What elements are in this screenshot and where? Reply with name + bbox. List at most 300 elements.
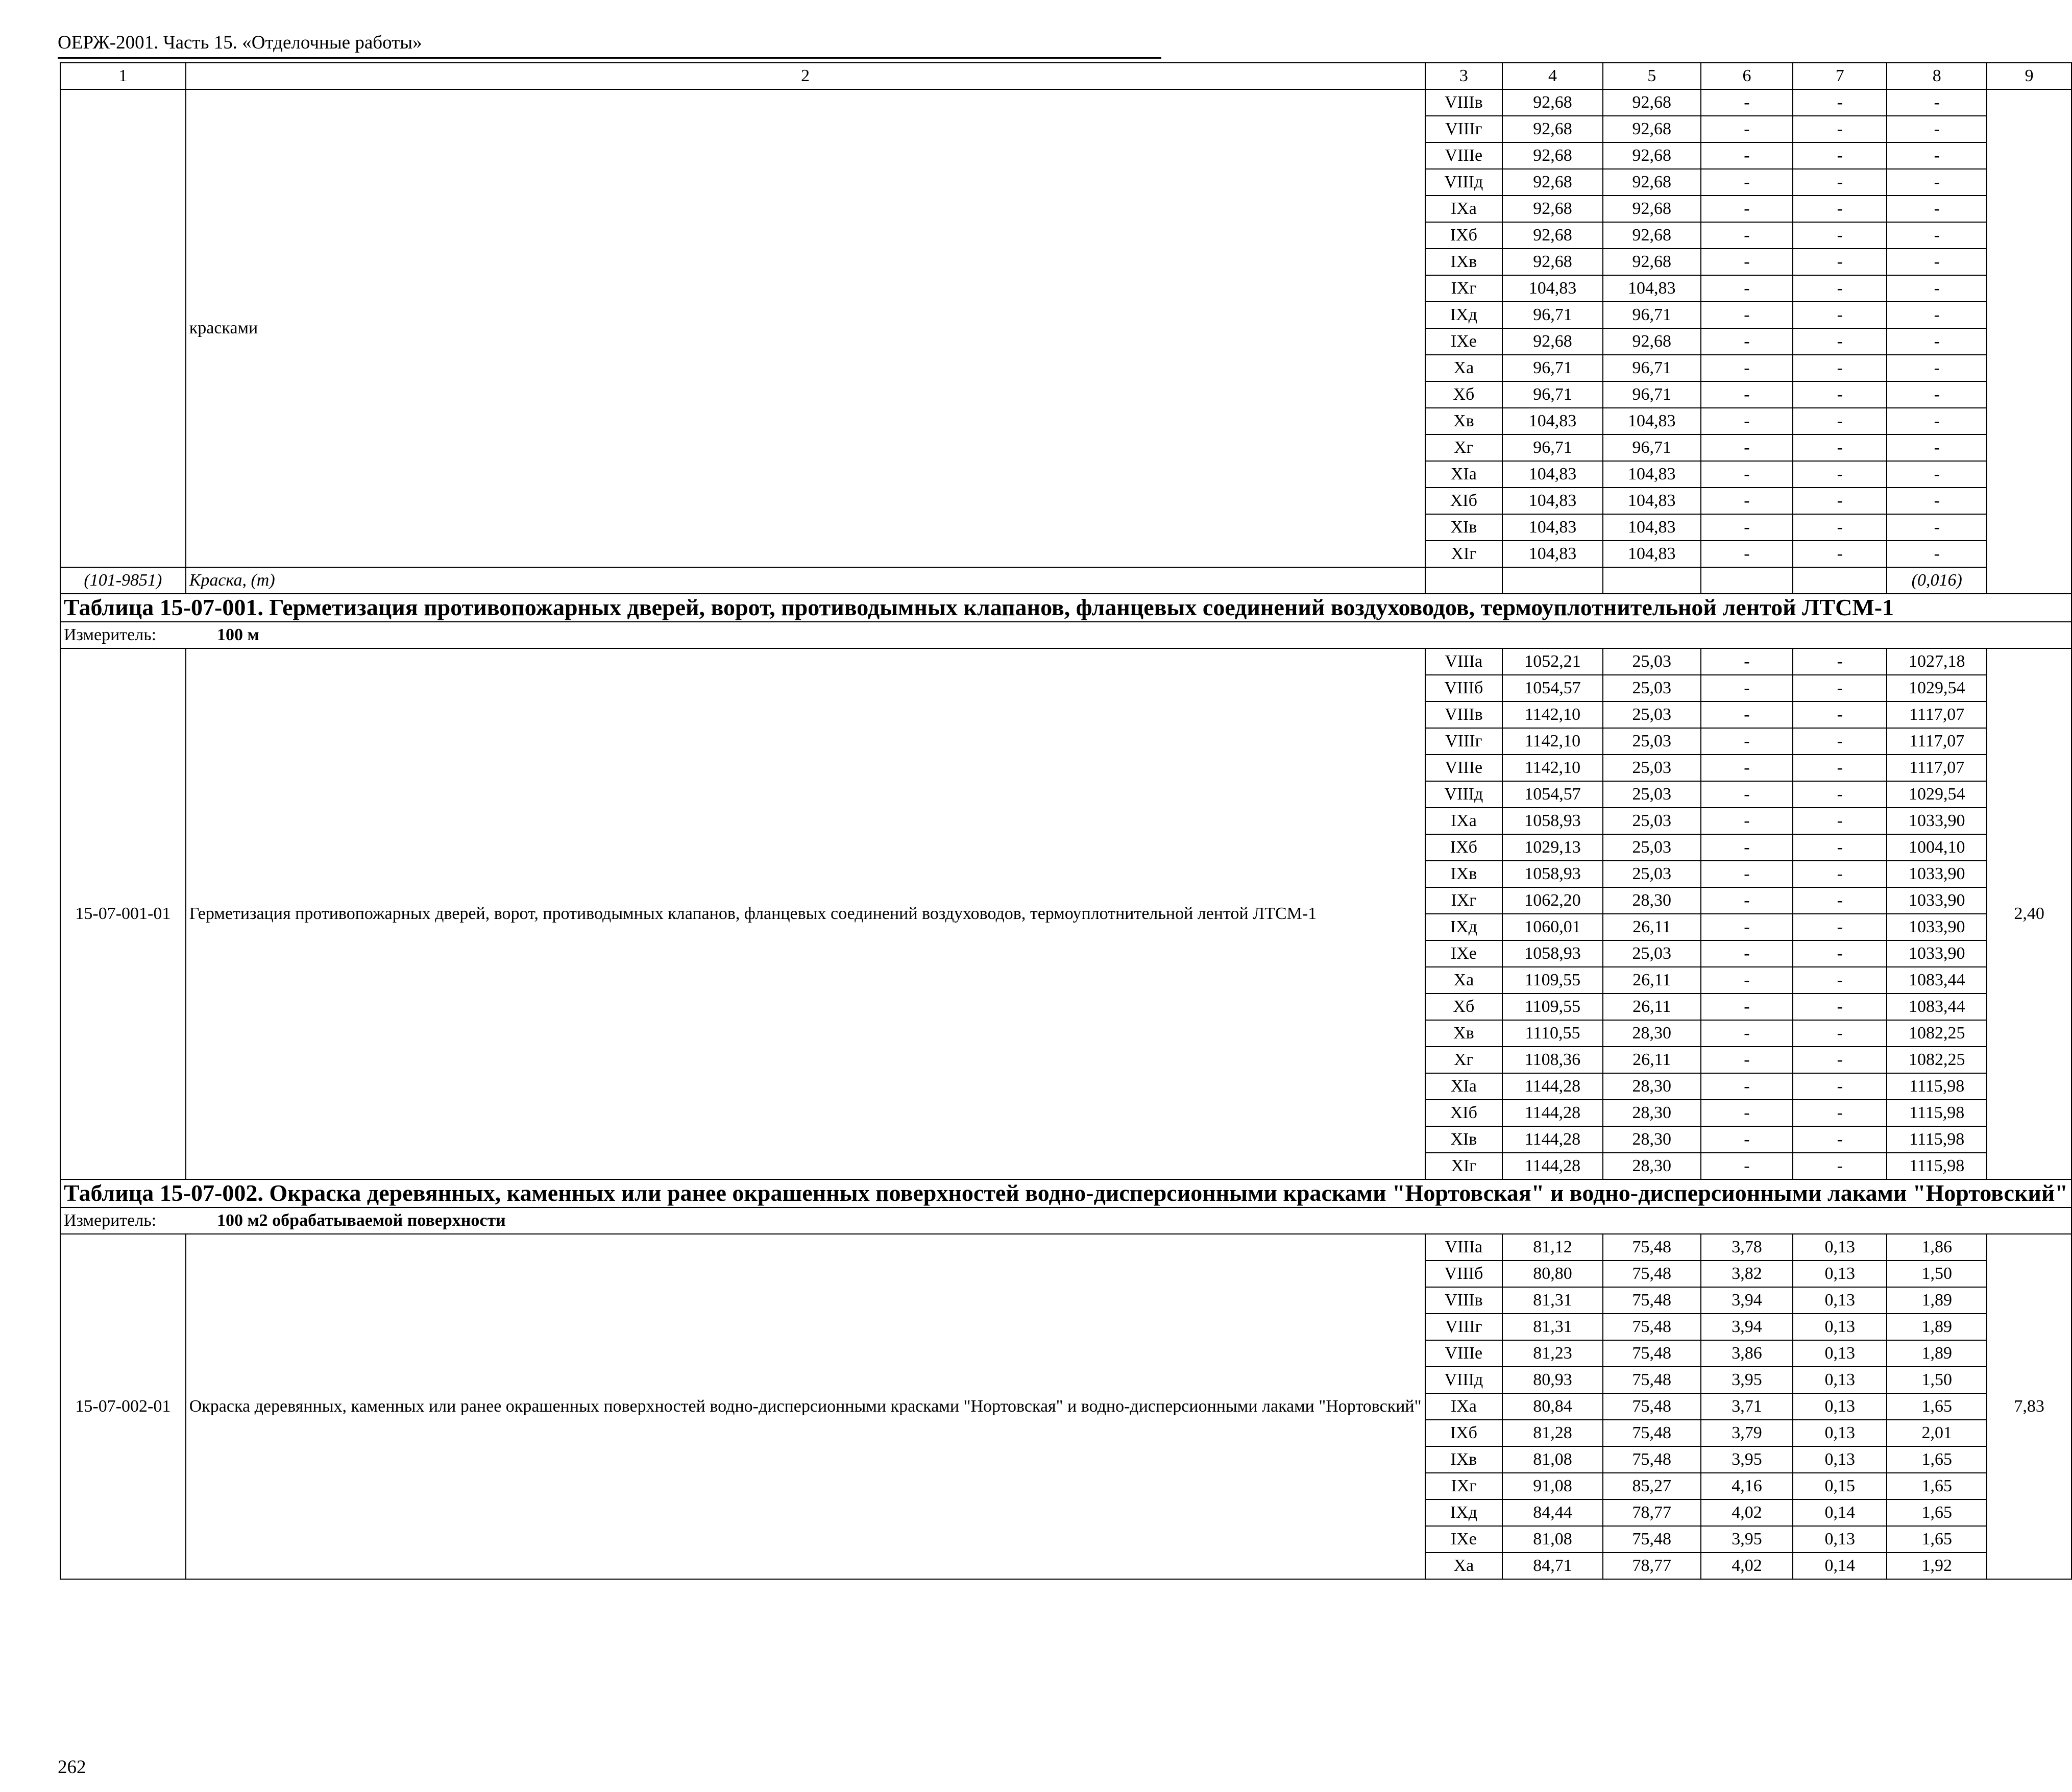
value-cell: - (1701, 461, 1793, 488)
value-cell: - (1887, 275, 1987, 302)
value-cell: 96,71 (1603, 434, 1701, 461)
value-cell: - (1701, 1020, 1793, 1047)
value-cell: 3,71 (1701, 1393, 1793, 1420)
rate-code: 15-07-001-01 (60, 648, 186, 1179)
value-cell: 92,68 (1603, 196, 1701, 222)
value-cell: 3,95 (1701, 1446, 1793, 1473)
value-cell: 26,11 (1603, 914, 1701, 940)
value-cell: 0,13 (1793, 1234, 1887, 1261)
value-cell: 92,68 (1502, 196, 1603, 222)
value-cell: - (1793, 142, 1887, 169)
value-cell: 0,13 (1793, 1526, 1887, 1553)
value-cell: 1117,07 (1887, 728, 1987, 755)
zone-code: XIб (1425, 488, 1503, 514)
value-cell: - (1887, 514, 1987, 541)
value-cell: 3,86 (1701, 1340, 1793, 1367)
zone-code: IXд (1425, 302, 1503, 328)
value-cell: - (1887, 249, 1987, 275)
continuation-description: красками (186, 89, 1425, 567)
table-row (60, 648, 2071, 675)
value-cell: 75,48 (1603, 1420, 1701, 1446)
value-cell: 75,48 (1603, 1234, 1701, 1261)
rate-value: 7,83 (1987, 1234, 2071, 1579)
value-cell: - (1793, 781, 1887, 808)
value-cell: 25,03 (1603, 781, 1701, 808)
value-cell: - (1701, 249, 1793, 275)
value-cell: 96,71 (1502, 381, 1603, 408)
value-cell: - (1793, 675, 1887, 701)
zone-code: IXа (1425, 808, 1503, 834)
value-cell: 4,16 (1701, 1473, 1793, 1499)
value-cell: 0,13 (1793, 1446, 1887, 1473)
value-cell: - (1701, 1100, 1793, 1126)
value-cell: - (1701, 541, 1793, 567)
zone-code: VIIIе (1425, 142, 1503, 169)
value-cell: 28,30 (1603, 1073, 1701, 1100)
value-cell: - (1887, 328, 1987, 355)
value-cell: 1,65 (1887, 1526, 1987, 1553)
zone-code: IXе (1425, 328, 1503, 355)
value-cell: 1033,90 (1887, 861, 1987, 887)
value-cell: 1,65 (1887, 1473, 1987, 1499)
zone-code: XIг (1425, 541, 1503, 567)
column-number: 8 (1887, 63, 1987, 89)
value-cell: 92,68 (1502, 142, 1603, 169)
value-cell: 1,65 (1887, 1499, 1987, 1526)
value-cell: 28,30 (1603, 1100, 1701, 1126)
value-cell: 78,77 (1603, 1553, 1701, 1579)
value-cell: - (1701, 169, 1793, 196)
value-cell: 104,83 (1603, 275, 1701, 302)
value-cell: 104,83 (1502, 514, 1603, 541)
table2-measure-row (60, 1207, 2071, 1234)
value-cell: - (1701, 381, 1793, 408)
value-cell: - (1701, 648, 1793, 675)
value-cell: 1029,54 (1887, 675, 1987, 701)
value-cell: - (1701, 887, 1793, 914)
zone-code: VIIIб (1425, 675, 1503, 701)
value-cell: 81,12 (1502, 1234, 1603, 1261)
value-cell: 1062,20 (1502, 887, 1603, 914)
value-cell: 0,13 (1793, 1340, 1887, 1367)
zone-code: IXа (1425, 1393, 1503, 1420)
continuation-rate (1987, 89, 2071, 594)
value-cell: - (1701, 302, 1793, 328)
value-cell: 25,03 (1603, 808, 1701, 834)
zone-code: Xв (1425, 408, 1503, 434)
value-cell: - (1793, 1126, 1887, 1153)
material-code: (101-9851) (60, 567, 186, 594)
column-number: 7 (1793, 63, 1887, 89)
table-title: Таблица 15-07-001. Герметизация противопожарных дверей, ворот, противодымных клапанов, фланцевых соединений воздуховодов, термоуплотнительной лентой ЛТСМ-1 (60, 594, 2071, 622)
value-cell: 75,48 (1603, 1261, 1701, 1287)
value-cell: 1117,07 (1887, 755, 1987, 781)
value-cell: 92,68 (1502, 89, 1603, 116)
value-cell: 1033,90 (1887, 940, 1987, 967)
value-cell: 75,48 (1603, 1314, 1701, 1340)
value-cell: 0,15 (1793, 1473, 1887, 1499)
zone-code: IXв (1425, 861, 1503, 887)
zone-code: IXб (1425, 222, 1503, 249)
value-cell: - (1793, 116, 1887, 142)
value-cell: 25,03 (1603, 648, 1701, 675)
value-cell: 25,03 (1603, 755, 1701, 781)
value-cell: 28,30 (1603, 1020, 1701, 1047)
value-cell: - (1887, 222, 1987, 249)
value-cell: 0,13 (1793, 1287, 1887, 1314)
value-cell: 1083,44 (1887, 994, 1987, 1020)
value-cell: - (1701, 488, 1793, 514)
zone-code: IXб (1425, 834, 1503, 861)
measure-unit: 100 м (217, 625, 259, 645)
value-cell: 1,89 (1887, 1287, 1987, 1314)
value-cell: - (1701, 355, 1793, 381)
value-cell: - (1793, 461, 1887, 488)
value-cell: 0,14 (1793, 1553, 1887, 1579)
value-cell: - (1793, 755, 1887, 781)
value-cell: - (1701, 275, 1793, 302)
value-cell: 26,11 (1603, 967, 1701, 994)
value-cell: - (1887, 541, 1987, 567)
value-cell: 1058,93 (1502, 861, 1603, 887)
empty-cell (1425, 567, 1503, 594)
zone-code: VIIIд (1425, 781, 1503, 808)
value-cell: 0,13 (1793, 1393, 1887, 1420)
value-cell: 1054,57 (1502, 781, 1603, 808)
zone-code: XIб (1425, 1100, 1503, 1126)
value-cell: - (1793, 728, 1887, 755)
value-cell: 1115,98 (1887, 1073, 1987, 1100)
value-cell: 84,71 (1502, 1553, 1603, 1579)
zone-code: VIIIг (1425, 728, 1503, 755)
value-cell: 0,13 (1793, 1261, 1887, 1287)
column-number: 2 (186, 63, 1425, 89)
value-cell: 1083,44 (1887, 967, 1987, 994)
value-cell: 81,28 (1502, 1420, 1603, 1446)
zone-code: IXг (1425, 1473, 1503, 1499)
zone-code: IXа (1425, 196, 1503, 222)
value-cell: - (1701, 328, 1793, 355)
zone-code: VIIIг (1425, 1314, 1503, 1340)
table-row (60, 89, 2071, 116)
value-cell: - (1701, 1126, 1793, 1153)
value-cell: - (1793, 1073, 1887, 1100)
table-row (60, 1234, 2071, 1261)
value-cell: 96,71 (1502, 434, 1603, 461)
zone-code: Xб (1425, 994, 1503, 1020)
zone-code: IXе (1425, 940, 1503, 967)
value-cell: - (1793, 914, 1887, 940)
value-cell: 80,93 (1502, 1367, 1603, 1393)
value-cell: 25,03 (1603, 940, 1701, 967)
value-cell: 25,03 (1603, 861, 1701, 887)
value-cell: 78,77 (1603, 1499, 1701, 1526)
value-cell: 1,50 (1887, 1367, 1987, 1393)
value-cell: 96,71 (1603, 302, 1701, 328)
value-cell: - (1793, 222, 1887, 249)
value-cell: - (1701, 781, 1793, 808)
value-cell: 92,68 (1502, 222, 1603, 249)
value-cell: 0,14 (1793, 1499, 1887, 1526)
value-cell: - (1887, 355, 1987, 381)
value-cell: - (1701, 940, 1793, 967)
value-cell: - (1701, 728, 1793, 755)
value-cell: - (1793, 488, 1887, 514)
value-cell: 96,71 (1502, 302, 1603, 328)
value-cell: - (1701, 994, 1793, 1020)
value-cell: 1144,28 (1502, 1153, 1603, 1179)
zone-code: IXд (1425, 1499, 1503, 1526)
rate-description: Герметизация противопожарных дверей, ворот, противодымных клапанов, фланцевых соединений воздуховодов, термоуплотнительной лентой ЛТСМ-1 (186, 648, 1425, 1179)
continuation-code (60, 89, 186, 567)
value-cell: 1060,01 (1502, 914, 1603, 940)
value-cell: - (1701, 755, 1793, 781)
zone-code: VIIIв (1425, 89, 1503, 116)
value-cell: 28,30 (1603, 1153, 1701, 1179)
rates-table (60, 62, 2072, 1580)
zone-code: XIв (1425, 514, 1503, 541)
value-cell: 75,48 (1603, 1526, 1701, 1553)
value-cell: 1117,07 (1887, 701, 1987, 728)
value-cell: 92,68 (1603, 169, 1701, 196)
value-cell: - (1793, 89, 1887, 116)
value-cell: 91,08 (1502, 1473, 1603, 1499)
zone-code: VIIIа (1425, 1234, 1503, 1261)
material-row (60, 567, 2071, 594)
value-cell: 25,03 (1603, 728, 1701, 755)
value-cell: 104,83 (1502, 461, 1603, 488)
zone-code: IXг (1425, 275, 1503, 302)
value-cell: 4,02 (1701, 1553, 1793, 1579)
measure-unit: 100 м2 обрабатываемой поверхности (217, 1211, 506, 1230)
zone-code: VIIIг (1425, 116, 1503, 142)
zone-code: VIIIе (1425, 1340, 1503, 1367)
value-cell: 1033,90 (1887, 887, 1987, 914)
value-cell: 1109,55 (1502, 967, 1603, 994)
zone-code: Xг (1425, 1047, 1503, 1073)
value-cell: - (1793, 355, 1887, 381)
value-cell: - (1887, 381, 1987, 408)
value-cell: - (1887, 434, 1987, 461)
value-cell: 92,68 (1502, 116, 1603, 142)
zone-code: VIIIа (1425, 648, 1503, 675)
value-cell: 1,89 (1887, 1340, 1987, 1367)
value-cell: - (1701, 116, 1793, 142)
value-cell: 75,48 (1603, 1287, 1701, 1314)
value-cell: - (1793, 940, 1887, 967)
value-cell: - (1793, 1153, 1887, 1179)
value-cell: 81,08 (1502, 1446, 1603, 1473)
value-cell: - (1793, 1047, 1887, 1073)
value-cell: 104,83 (1502, 541, 1603, 567)
value-cell: 96,71 (1603, 355, 1701, 381)
value-cell: - (1793, 648, 1887, 675)
value-cell: - (1701, 967, 1793, 994)
zone-code: IXв (1425, 1446, 1503, 1473)
value-cell: - (1793, 514, 1887, 541)
value-cell: 26,11 (1603, 994, 1701, 1020)
value-cell: 81,31 (1502, 1287, 1603, 1314)
value-cell: 92,68 (1502, 328, 1603, 355)
zone-code: IXг (1425, 887, 1503, 914)
value-cell: 1082,25 (1887, 1047, 1987, 1073)
value-cell: 1142,10 (1502, 755, 1603, 781)
value-cell: 1115,98 (1887, 1100, 1987, 1126)
material-name: Краска, (т) (186, 567, 1425, 594)
value-cell: - (1793, 249, 1887, 275)
value-cell: - (1701, 222, 1793, 249)
value-cell: 81,23 (1502, 1340, 1603, 1367)
value-cell: 0,13 (1793, 1367, 1887, 1393)
value-cell: - (1701, 89, 1793, 116)
value-cell: 104,83 (1603, 541, 1701, 567)
value-cell: 104,83 (1603, 488, 1701, 514)
zone-code: VIIIв (1425, 701, 1503, 728)
empty-cell (1603, 567, 1701, 594)
zone-code: Xа (1425, 967, 1503, 994)
value-cell: 92,68 (1603, 89, 1701, 116)
table-title: Таблица 15-07-002. Окраска деревянных, каменных или ранее окрашенных поверхностей водно-дисперсионными красками "Нортовская" и водно-дисперсионными лаками "Нортовский" (60, 1179, 2071, 1207)
value-cell: - (1887, 89, 1987, 116)
value-cell: - (1793, 808, 1887, 834)
value-cell: - (1887, 488, 1987, 514)
value-cell: 28,30 (1603, 1126, 1701, 1153)
value-cell: 3,95 (1701, 1367, 1793, 1393)
value-cell: 75,48 (1603, 1367, 1701, 1393)
value-cell: 92,68 (1603, 328, 1701, 355)
rate-value: 2,40 (1987, 648, 2071, 1179)
zone-code: XIа (1425, 461, 1503, 488)
empty-cell (1793, 567, 1887, 594)
value-cell: - (1701, 142, 1793, 169)
value-cell: 104,83 (1603, 408, 1701, 434)
value-cell: 92,68 (1603, 116, 1701, 142)
value-cell: 92,68 (1502, 169, 1603, 196)
value-cell: - (1793, 196, 1887, 222)
value-cell: - (1887, 116, 1987, 142)
value-cell: - (1701, 675, 1793, 701)
value-cell: - (1793, 887, 1887, 914)
value-cell: - (1701, 861, 1793, 887)
value-cell: 3,95 (1701, 1526, 1793, 1553)
value-cell: - (1887, 169, 1987, 196)
value-cell: - (1701, 514, 1793, 541)
value-cell: 96,71 (1603, 381, 1701, 408)
zone-code: XIа (1425, 1073, 1503, 1100)
value-cell: - (1701, 1153, 1793, 1179)
zone-code: VIIIд (1425, 169, 1503, 196)
value-cell: - (1793, 275, 1887, 302)
zone-code: IXб (1425, 1420, 1503, 1446)
value-cell: 28,30 (1603, 887, 1701, 914)
value-cell: - (1887, 142, 1987, 169)
value-cell: 1058,93 (1502, 808, 1603, 834)
value-cell: 3,94 (1701, 1314, 1793, 1340)
value-cell: 1,89 (1887, 1314, 1987, 1340)
value-cell: 1,50 (1887, 1261, 1987, 1287)
value-cell: 104,83 (1502, 488, 1603, 514)
column-number: 3 (1425, 63, 1503, 89)
value-cell: 1109,55 (1502, 994, 1603, 1020)
value-cell: 26,11 (1603, 1047, 1701, 1073)
zone-code: IXд (1425, 914, 1503, 940)
value-cell: 1,65 (1887, 1393, 1987, 1420)
column-number: 5 (1603, 63, 1701, 89)
value-cell: - (1887, 196, 1987, 222)
value-cell: 104,83 (1502, 408, 1603, 434)
value-cell: 84,44 (1502, 1499, 1603, 1526)
value-cell: - (1793, 408, 1887, 434)
value-cell: 1144,28 (1502, 1126, 1603, 1153)
value-cell: - (1793, 541, 1887, 567)
value-cell: 1033,90 (1887, 808, 1987, 834)
value-cell: 1144,28 (1502, 1073, 1603, 1100)
value-cell: - (1701, 808, 1793, 834)
value-cell: - (1701, 701, 1793, 728)
value-cell: 104,83 (1603, 461, 1701, 488)
zone-code: Xа (1425, 1553, 1503, 1579)
value-cell: - (1793, 381, 1887, 408)
value-cell: 1004,10 (1887, 834, 1987, 861)
zone-code: IXв (1425, 249, 1503, 275)
value-cell: 75,48 (1603, 1393, 1701, 1420)
value-cell: 3,79 (1701, 1420, 1793, 1446)
table2-title-row (60, 1179, 2071, 1207)
table1-measure-row (60, 622, 2071, 648)
value-cell: - (1793, 328, 1887, 355)
column-number-row (60, 63, 2071, 89)
value-cell: 104,83 (1603, 514, 1701, 541)
measure-label: Измеритель: (64, 1211, 157, 1230)
zone-code: VIIIе (1425, 755, 1503, 781)
zone-code: Xб (1425, 381, 1503, 408)
value-cell: - (1701, 434, 1793, 461)
zone-code: IXе (1425, 1526, 1503, 1553)
value-cell: 80,80 (1502, 1261, 1603, 1287)
value-cell: - (1793, 169, 1887, 196)
column-number: 1 (60, 63, 186, 89)
empty-cell (1701, 567, 1793, 594)
value-cell: 75,48 (1603, 1446, 1701, 1473)
value-cell: 0,13 (1793, 1314, 1887, 1340)
value-cell: - (1887, 461, 1987, 488)
value-cell: 96,71 (1502, 355, 1603, 381)
running-header: ОЕРЖ-2001. Часть 15. «Отделочные работы» (58, 32, 422, 53)
value-cell: 1,92 (1887, 1553, 1987, 1579)
value-cell: 1033,90 (1887, 914, 1987, 940)
zone-code: Xв (1425, 1020, 1503, 1047)
value-cell: 4,02 (1701, 1499, 1793, 1526)
value-cell: 75,48 (1603, 1340, 1701, 1367)
page-number: 262 (58, 1757, 86, 1778)
material-value: (0,016) (1887, 567, 1987, 594)
value-cell: - (1887, 408, 1987, 434)
value-cell: 3,82 (1701, 1261, 1793, 1287)
value-cell: 0,13 (1793, 1420, 1887, 1446)
value-cell: - (1701, 1073, 1793, 1100)
value-cell: 25,03 (1603, 701, 1701, 728)
rate-code: 15-07-002-01 (60, 1234, 186, 1579)
measure-label: Измеритель: (64, 625, 157, 645)
value-cell: 1029,13 (1502, 834, 1603, 861)
value-cell: 1115,98 (1887, 1153, 1987, 1179)
value-cell: 1142,10 (1502, 728, 1603, 755)
value-cell: - (1793, 701, 1887, 728)
value-cell: 3,78 (1701, 1234, 1793, 1261)
value-cell: 92,68 (1603, 249, 1701, 275)
value-cell: - (1793, 302, 1887, 328)
value-cell: 1052,21 (1502, 648, 1603, 675)
